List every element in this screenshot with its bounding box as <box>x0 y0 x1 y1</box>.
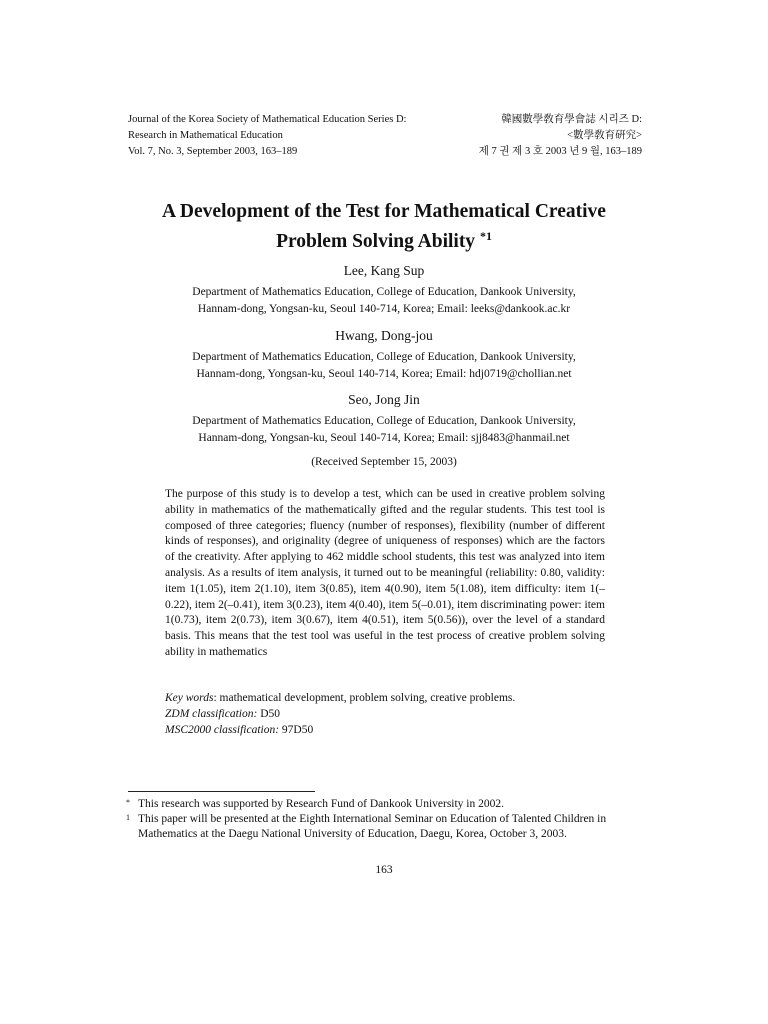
footnote-presentation <box>124 812 644 842</box>
author-affiliation-line-1: Department of Mathematics Education, College of Education, Dankook University, <box>192 415 576 427</box>
zdm-label: ZDM classification: <box>165 708 258 720</box>
zdm-line <box>165 706 515 722</box>
msc-label: MSC2000 classification: <box>165 724 280 736</box>
title-line-1: A Development of the Test for Mathematical Creative <box>162 201 606 222</box>
author-affiliation-line-2: Hannam-dong, Yongsan-ku, Seoul 140-714, Korea; Email: sjj8483@hanmail.net <box>198 432 570 444</box>
abstract-text: The purpose of this study is to develop a test, which can be used in creative problem solving ability in mathematics of the mathematically gifted and the regular students. This test tool is composed of three categories; fluency (number of responses), flexibility (number of different kinds of responses), and originality (degree of uniqueness of responses) which are the factors of the creativity. After applying to 462 middle school students, this test was analyzed into item analysis. As a results of item analysis, it turned out to be meaningful (reliability: 0.80, validity: item 1(1.05), item 2(1.10), item 3(0.85), item 4(0.90), item 5(1.08), item difficulty: item 1(–0.22), item 2(–0.41), item 3(0.23), item 4(0.40), item 5(–0.01), item discriminating power: item 1(0.73), item 2(0.73), item 3(0.67), item 4(0.51), item 5(0.56)), over the level of a standard basis. This means that the test tool was useful in the test process of creative problem solving ability in mathematics <box>165 488 605 658</box>
journal-header-english <box>128 112 406 160</box>
footnote-mark: * <box>126 798 130 807</box>
paper-title <box>100 200 668 254</box>
footnote-text: This research was supported by Research Fund of Dankook University in 2002. <box>138 798 505 810</box>
keywords-line <box>165 690 515 706</box>
title-line-2: Problem Solving Ability $^{*1}$ <box>276 229 492 252</box>
footnote-funding <box>124 797 644 812</box>
author-affiliation-line-1: Department of Mathematics Education, College of Education, Dankook University, <box>192 351 576 363</box>
author-name: Lee, Kang Sup <box>343 263 425 278</box>
author-affiliation-line-1: Department of Mathematics Education, College of Education, Dankook University, <box>192 286 576 298</box>
msc-value: 97D50 <box>279 724 314 736</box>
keywords-value: : mathematical development, problem solving, creative problems. <box>213 692 516 704</box>
zdm-value: D50 <box>257 708 281 720</box>
author-affiliation-line-2: Hannam-dong, Yongsan-ku, Seoul 140-714, Korea; Email: leeks@dankook.ac.kr <box>197 303 571 315</box>
footnotes <box>124 797 644 842</box>
journal-name-korean: 韓國數學敎育學會誌 시리즈 D: <box>501 114 642 125</box>
msc-line <box>165 722 515 738</box>
page-number: 163 <box>375 864 393 876</box>
journal-series-line: Research in Mathematical Education <box>128 130 283 141</box>
journal-header-korean <box>479 112 642 160</box>
footnote-text: This paper will be presented at the Eighth International Seminar on Education of Talented Children in Mathematics at the Daegu National University of Education, Daegu, Korea, October 3, 2003. <box>138 813 607 840</box>
footnote-divider <box>128 791 315 792</box>
title-footnote-marks: *1 <box>479 229 492 243</box>
author-affiliation-line-2: Hannam-dong, Yongsan-ku, Seoul 140-714, Korea; Email: hdj0719@chollian.net <box>196 368 572 380</box>
author-name: Seo, Jong Jin <box>348 392 420 407</box>
journal-volume-korean: 제 7 권 제 3 호 2003 년 9 월, 163–189 <box>478 146 642 157</box>
author-3 <box>100 391 668 447</box>
author-1 <box>100 262 668 318</box>
received-date: (Received September 15, 2003) <box>311 456 457 468</box>
keywords-label: Key words <box>165 692 214 704</box>
author-name: Hwang, Dong-jou <box>335 328 433 343</box>
keywords-block <box>165 690 515 738</box>
author-2 <box>100 327 668 383</box>
journal-name-line: Journal of the Korea Society of Mathematical Education Series D: <box>128 114 407 125</box>
footnote-mark: 1 <box>126 813 130 822</box>
journal-series-korean: <數學敎育硏究> <box>567 130 642 141</box>
journal-volume-line: Vol. 7, No. 3, September 2003, 163–189 <box>128 146 298 157</box>
